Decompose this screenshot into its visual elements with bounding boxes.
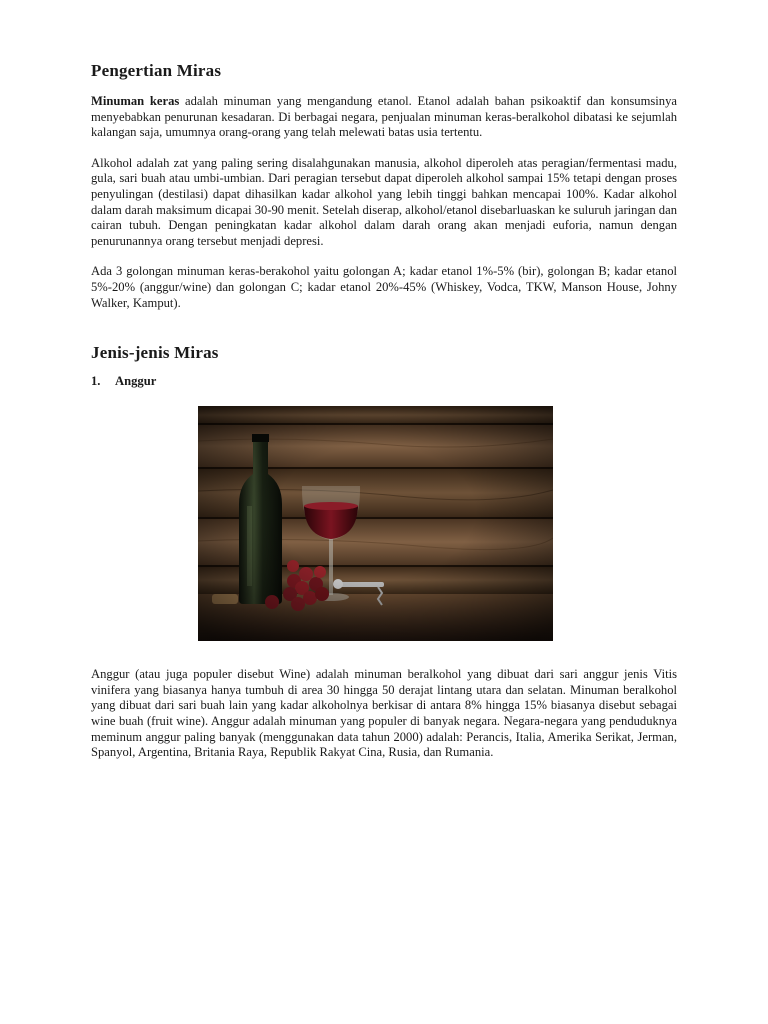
paragraph-anggur: Anggur (atau juga populer disebut Wine) adalah minuman beralkohol yang dibuat dari sari anggur jenis Vitis vinifera yang biasanya hanya tumbuh di area 30 hingga 50 derajat lintang utara dan selatan. Minuman beralkohol yang dibuat dari sari buah lain yang kadar alkoholnya berkisar di antara 8% hingga 15% biasanya disebut sebagai wine buah (fruit wine). Anggur adalah minuman yang populer di banyak negara. Negara-negara yang penduduknya meminum anggur paling banyak (menggunakan data tahun 2000) adalah: Perancis, Italia, Amerika Serikat, Jerman, Spanyol, Argentina, Britania Raya, Republik Rakyat Cina, Rusia, dan Rumania. [91, 667, 677, 760]
section-title-jenis: Jenis-jenis Miras [91, 343, 219, 363]
wine-photo-illustration [198, 406, 553, 641]
paragraph-definition [91, 94, 677, 141]
list-label: Anggur [115, 374, 157, 389]
wine-photo [198, 406, 553, 641]
paragraph-groups: Ada 3 golongan minuman keras-berakohol yaitu golongan A; kadar etanol 1%-5% (bir), golongan B; kadar etanol 5%-20% (anggur/wine) dan golongan C; kadar etanol 20%-45% (Whiskey, Vodca, TKW, Manson House, Johny Walker, Kamput). [91, 264, 677, 310]
bold-term: Minuman keras [91, 94, 180, 108]
paragraph-definition-text: adalah minuman yang mengandung etanol. Etanol adalah bahan psikoaktif dan konsumsinya menyebabkan penurunan kesadaran. Di berbagai negara, penjualan minuman keras-beralkohol dibatasi ke sejumlah kalangan saja, umumnya orang-orang yang telah melewati batas usia tertentu. [91, 94, 677, 140]
paragraph-alcohol: Alkohol adalah zat yang paling sering disalahgunakan manusia, alkohol diperoleh atas peragian/fermentasi madu, gula, sari buah atau umbi-umbian. Dari peragian tersebut dapat diperoleh alkohol sampai 15% tetapi dengan proses penyulingan (destilasi) dapat dihasilkan kadar alkohol yang lebih tinggi bahkan mencapai 100%. Kadar alkohol dalam darah maksimum dicapai 30-90 menit. Setelah diserap, alkohol/etanol disebarluaskan ke suluruh jaringan dan cairan tubuh. Dengan peningkatan kadar alkohol dalam darah orang akan menjadi euforia, namun dengan penurunannya orang tersebut menjadi depresi. [91, 155, 677, 248]
list-item-anggur [91, 373, 677, 389]
document-page [91, 58, 677, 761]
list-number: 1. [91, 374, 101, 389]
section-title-pengertian: Pengertian Miras [91, 61, 222, 80]
